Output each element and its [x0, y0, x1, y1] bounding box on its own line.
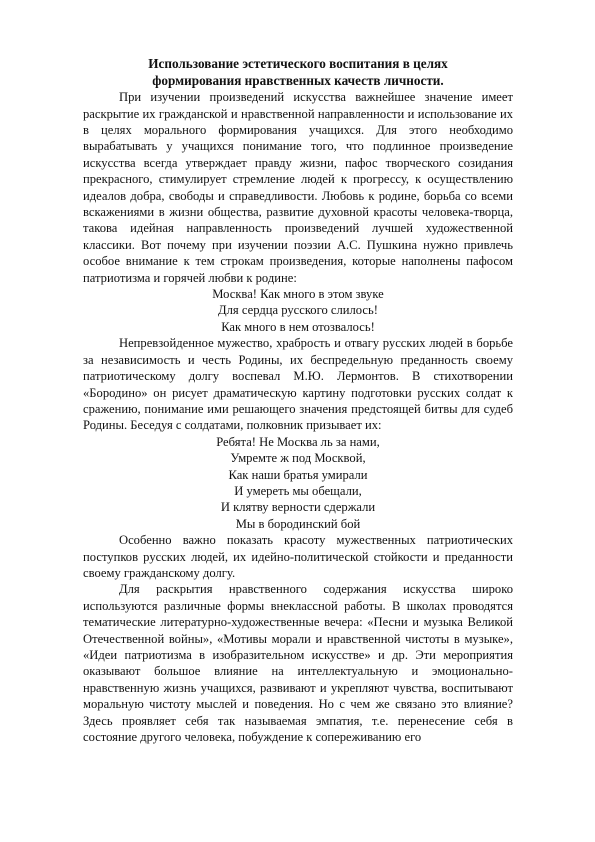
verse-line: Для сердца русского слилось! — [218, 303, 378, 318]
verse-line: Мы в бородинский бой — [235, 516, 361, 531]
verse-pushkin — [83, 286, 513, 335]
paragraph-extracurricular: Для раскрытия нравственного содержания искусства широко используются различные формы внеклассной работы. В школах проводятся тематические литературно-художественные вечера: «Песни и музыка Великой Отечественной войны», «Мотивы морали и нравственной чистоты в музыке», «Идеи патриотизма в изобразительном искусстве» и др. Эти мероприятия оказывают большое влияние на интеллектуальную и эмоционально-нравственную жизнь учащихся, развивают и укрепляют чувства, воспитывают моральную чистоту мыслей и поведения. Но с чем же связано это влияние? Здесь проявляет себя так называемая эмпатия, т.е. перенесение себя в состояние другого человека, побуждение к сопереживанию его — [83, 582, 513, 745]
paragraph-lermontov: Непревзойденное мужество, храбрость и отвагу русских людей в борьбе за независимость и честь Родины, их беспредельную преданность своему патриотическому долгу воспевал М.Ю. Лермонтов. В стихотворении «Бородино» он рисует драматическую картину подготовки русских солдат к сражению, понимание ими решающего значения предстоящей битвы для судеб Родины. Беседуя с солдатами, полковник призывает их: — [83, 336, 513, 433]
title-line-2: формирования нравственных качеств личности. — [152, 72, 444, 88]
paragraph-intro: При изучении произведений искусства важнейшее значение имеет раскрытие их гражданской и нравственной направленности и использование их в целях морального формирования учащихся. Для этого необходимо вырабатывать у учащихся понимание того, что подлинное произведение искусства всегда утверждает правду жизни, пафос творческого созидания прекрасного, стимулирует стремление людей к прогрессу, к осуществлению идеалов добра, свободы и справедливости. Любовь к родине, борьба со всеми вскажениями в жизни общества, развитие духовной красоты человека-творца, такова идейная направленность произведений лучшей художественной классики. Вот почему при изучении поэзии А.С. Пушкина нужно привлечь особое внимание к тем строкам произведения, которые наполнены пафосом патриотизма и горячей любви к родине: — [83, 90, 513, 285]
document-body — [83, 56, 513, 745]
document-title — [83, 56, 513, 89]
paragraph-courage: Особенно важно показать красоту мужественных патриотических поступков русских людей, их идейно-политической стойкости и преданности своему гражданскому долгу. — [83, 533, 513, 580]
verse-line: Как наши братья умирали — [228, 467, 368, 482]
verse-borodino — [83, 434, 513, 532]
verse-line: Ребята! Не Москва ль за нами, — [216, 434, 380, 449]
verse-line: И клятву верности сдержали — [220, 500, 376, 515]
verse-line: И умереть мы обещали, — [234, 483, 362, 498]
verse-line: Умремте ж под Москвой, — [230, 451, 366, 466]
verse-line: Москва! Как много в этом звуке — [212, 287, 384, 302]
verse-line: Как много в нем отозвалось! — [221, 319, 375, 334]
title-line-1: Использование эстетического воспитания в целях — [148, 56, 448, 71]
